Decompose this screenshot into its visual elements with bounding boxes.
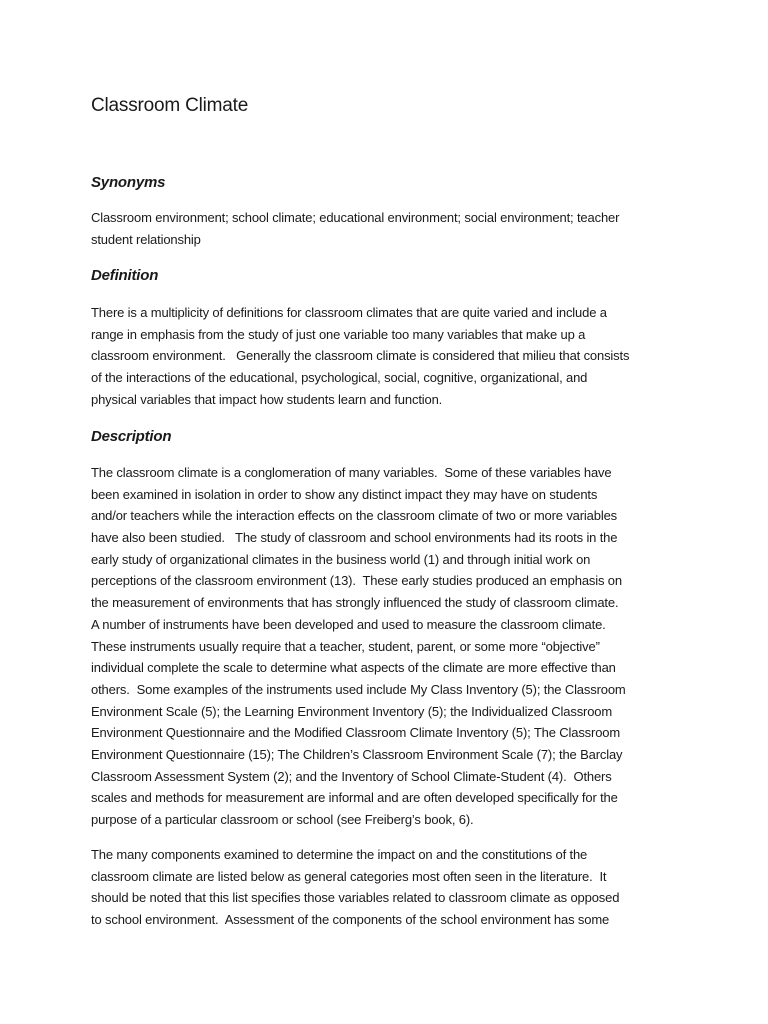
description-paragraph-2 bbox=[91, 844, 681, 931]
text-line: There is a multiplicity of definitions for classroom climates that are quite varied and include a bbox=[91, 305, 607, 320]
text-line: to school environment. Assessment of the components of the school environment has some bbox=[91, 912, 610, 928]
text-line: Environment Questionnaire (15); The Children’s Classroom Environment Scale (7); the Barclay bbox=[91, 746, 623, 762]
page-title: Classroom Climate bbox=[91, 95, 249, 116]
text-line: Classroom environment; school climate; educational environment; social environment; teacher bbox=[91, 210, 620, 225]
text-line: A number of instruments have been developed and used to measure the classroom climate. bbox=[91, 616, 606, 632]
text-line: purpose of a particular classroom or school (see Freiberg’s book, 6). bbox=[91, 812, 474, 827]
text-line: have also been studied. The study of classroom and school environments had its roots in the bbox=[91, 530, 618, 546]
synonyms-heading: Synonyms bbox=[91, 174, 166, 191]
text-line: scales and methods for measurement are informal and are often developed specifically for the bbox=[91, 790, 618, 806]
text-line: should be noted that this list specifies those variables related to classroom climate as opposed bbox=[91, 890, 620, 906]
definition-paragraph bbox=[91, 302, 681, 410]
text-line: Classroom Assessment System (2); and the Inventory of School Climate-Student (4). Others bbox=[91, 768, 612, 784]
text-line: others. Some examples of the instruments used include My Class Inventory (5); the Classroom bbox=[91, 681, 626, 697]
text-line: These instruments usually require that a teacher, student, parent, or some more “objective” bbox=[91, 638, 600, 654]
text-line: of the interactions of the educational, psychological, social, cognitive, organizational, and bbox=[91, 370, 588, 386]
text-line: individual complete the scale to determine what aspects of the climate are more effective than bbox=[91, 660, 616, 676]
description-paragraph-1 bbox=[91, 462, 681, 831]
text-line: student relationship bbox=[91, 231, 201, 247]
synonyms-paragraph bbox=[91, 207, 681, 250]
text-line: Environment Questionnaire and the Modified Classroom Climate Inventory (5); The Classroom bbox=[91, 725, 621, 741]
description-heading: Description bbox=[91, 428, 172, 445]
text-line: classroom environment. Generally the classroom climate is considered that milieu that consists bbox=[91, 348, 630, 364]
text-line: The classroom climate is a conglomeration of many variables. Some of these variables have bbox=[91, 465, 612, 480]
text-line: perceptions of the classroom environment (13). These early studies produced an emphasis on bbox=[91, 573, 622, 589]
text-line: range in emphasis from the study of just one variable too many variables that make up a bbox=[91, 326, 586, 342]
text-line: The many components examined to determine the impact on and the constitutions of the bbox=[91, 847, 588, 862]
text-line: classroom climate are listed below as general categories most often seen in the literature. It bbox=[91, 868, 607, 884]
text-line: early study of organizational climates in the business world (1) and through initial work on bbox=[91, 551, 591, 567]
text-line: been examined in isolation in order to show any distinct impact they may have on students bbox=[91, 486, 598, 502]
text-line: the measurement of environments that has strongly influenced the study of classroom climate. bbox=[91, 595, 619, 611]
text-line: Environment Scale (5); the Learning Environment Inventory (5); the Individualized Classroom bbox=[91, 703, 613, 719]
text-line: and/or teachers while the interaction effects on the classroom climate of two or more variables bbox=[91, 508, 617, 524]
definition-heading: Definition bbox=[91, 267, 159, 284]
text-line: physical variables that impact how students learn and function. bbox=[91, 391, 443, 407]
